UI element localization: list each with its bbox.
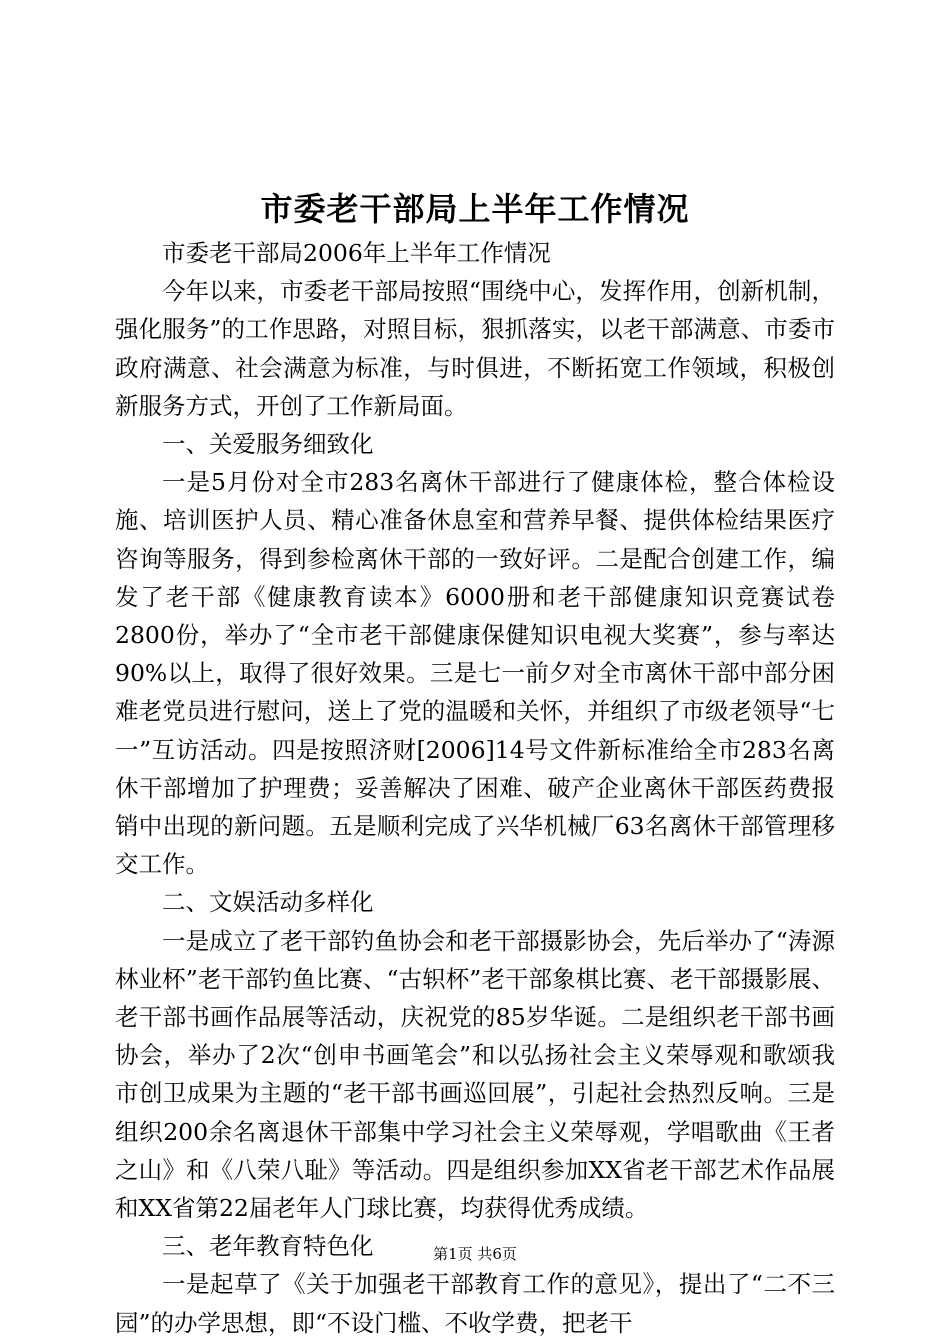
section-heading-1: 一、关爱服务细致化 bbox=[162, 430, 374, 459]
section-3-paragraph: 一是起草了《关于加强老干部教育工作的意见》，提出了“二不三园”的办学思想，即“不设门槛、不收学费，把老干 bbox=[115, 1270, 835, 1337]
section-heading-2: 二、文娱活动多样化 bbox=[162, 888, 374, 917]
section-1-paragraph: 一是5月份对全市283名离休干部进行了健康体检，整合体检设施、培训医护人员、精心准备休息室和营养早餐、提供体检结果医疗咨询等服务，得到参检离休干部的一致好评。二是配合创建工作，编发了老干部《健康教育读本》6000册和老干部健康知识竞赛试卷2800份，举办了“全市老干部健康保健知识电视大奖赛”，参与率达90%以上，取得了很好效果。三是七一前夕对全市离休干部中部分困难老党员进行慰问，送上了党的温暖和关怀，并组织了市级老领导“七一”互访活动。四是按照济财[2006]14号文件新标准给全市283名离休干部增加了护理费；妥善解决了困难、破产企业离休干部医药费报销中出现的新问题。五是顺利完成了兴华机械厂63名离休干部管理移交工作。 bbox=[115, 468, 835, 879]
document-body bbox=[115, 234, 835, 1342]
section-heading-3: 三、老年教育特色化 bbox=[162, 1232, 374, 1261]
page-number-footer: 第1页 共6页 bbox=[433, 1245, 517, 1263]
section-2-paragraph: 一是成立了老干部钓鱼协会和老干部摄影协会，先后举办了“涛源林业杯”老干部钓鱼比赛、“古轵杯”老干部象棋比赛、老干部摄影展、老干部书画作品展等活动，庆祝党的85岁华诞。二是组织老干部书画协会，举办了2次“创申书画笔会”和以弘扬社会主义荣辱观和歌颂我市创卫成果为主题的“老干部书画巡回展”，引起社会热烈反响。三是组织200余名离退休干部集中学习社会主义荣辱观，学唱歌曲《王者之山》和《八荣八耻》等活动。四是组织参加XX省老干部艺术作品展和XX省第22届老年人门球比赛，均获得优秀成绩。 bbox=[115, 926, 835, 1223]
intro-paragraph: 今年以来，市委老干部局按照“围绕中心，发挥作用，创新机制，强化服务”的工作思路，对照目标，狠抓落实，以老干部满意、市委市政府满意、社会满意为标准，与时俱进，不断拓宽工作领域，积极创新服务方式，开创了工作新局面。 bbox=[115, 277, 835, 420]
document-title: 市委老干部局上半年工作情况 bbox=[260, 190, 690, 228]
subtitle-paragraph: 市委老干部局2006年上半年工作情况 bbox=[162, 239, 551, 267]
